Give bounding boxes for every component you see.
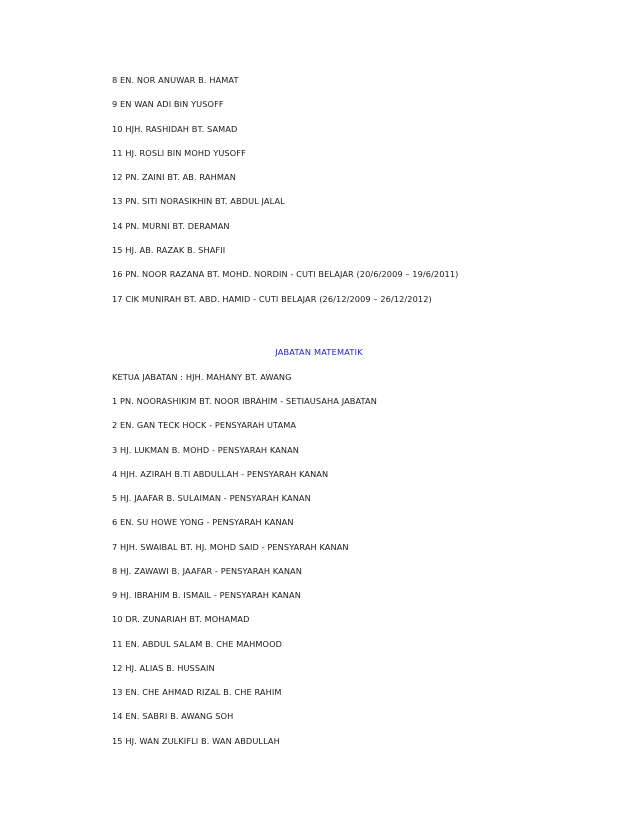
list-item: 15 HJ. WAN ZULKIFLI B. WAN ABDULLAH [112, 736, 280, 746]
list-item: 1 PN. NOORASHIKIM BT. NOOR IBRAHIM - SETIAUSAHA JABATAN [112, 396, 377, 406]
list-item: 7 HJH. SWAIBAL BT. HJ. MOHD SAID - PENSYARAH KANAN [112, 542, 349, 552]
list-item: 4 HJH. AZIRAH B.TI ABDULLAH - PENSYARAH KANAN [112, 469, 329, 479]
list-item: 5 HJ. JAAFAR B. SULAIMAN - PENSYARAH KANAN [112, 493, 311, 503]
list-item: 11 EN. ABDUL SALAM B. CHE MAHMOOD [112, 639, 283, 649]
list-item: 16 PN. NOOR RAZANA BT. MOHD. NORDIN - CUTI BELAJAR (20/6/2009 – 19/6/2011) [112, 269, 459, 279]
list-item: 11 HJ. ROSLI BIN MOHD YUSOFF [112, 148, 246, 158]
list-item: 9 HJ. IBRAHIM B. ISMAIL - PENSYARAH KANAN [112, 590, 301, 600]
list-item: 8 EN. NOR ANUWAR B. HAMAT [112, 75, 239, 85]
list-item: 13 EN. CHE AHMAD RIZAL B. CHE RAHIM [112, 687, 282, 697]
list-item: 13 PN. SITI NORASIKHIN BT. ABDUL JALAL [112, 196, 285, 206]
list-item: 2 EN. GAN TECK HOCK - PENSYARAH UTAMA [112, 420, 297, 430]
list-item: 15 HJ. AB. RAZAK B. SHAFII [112, 245, 226, 255]
list-item: 9 EN WAN ADI BIN YUSOFF [112, 99, 224, 109]
list-item: 6 EN. SU HOWE YONG - PENSYARAH KANAN [112, 517, 294, 527]
list-item: 12 PN. ZAINI BT. AB. RAHMAN [112, 172, 236, 182]
list-item: 14 PN. MURNI BT. DERAMAN [112, 221, 230, 231]
list-item: 8 HJ. ZAWAWI B. JAAFAR - PENSYARAH KANAN [112, 566, 302, 576]
list-item: 3 HJ. LUKMAN B. MOHD - PENSYARAH KANAN [112, 445, 300, 455]
list-item: 12 HJ. ALIAS B. HUSSAIN [112, 663, 215, 673]
list-item: 17 CIK MUNIRAH BT. ABD. HAMID - CUTI BELAJAR (26/12/2009 – 26/12/2012) [112, 294, 432, 304]
list-item: 14 EN. SABRI B. AWANG SOH [112, 711, 234, 721]
head-of-department: KETUA JABATAN : HJH. MAHANY BT. AWANG [112, 372, 292, 382]
section-heading: JABATAN MATEMATIK [275, 347, 363, 357]
list-item: 10 DR. ZUNARIAH BT. MOHAMAD [112, 614, 250, 624]
list-item: 10 HJH. RASHIDAH BT. SAMAD [112, 124, 238, 134]
